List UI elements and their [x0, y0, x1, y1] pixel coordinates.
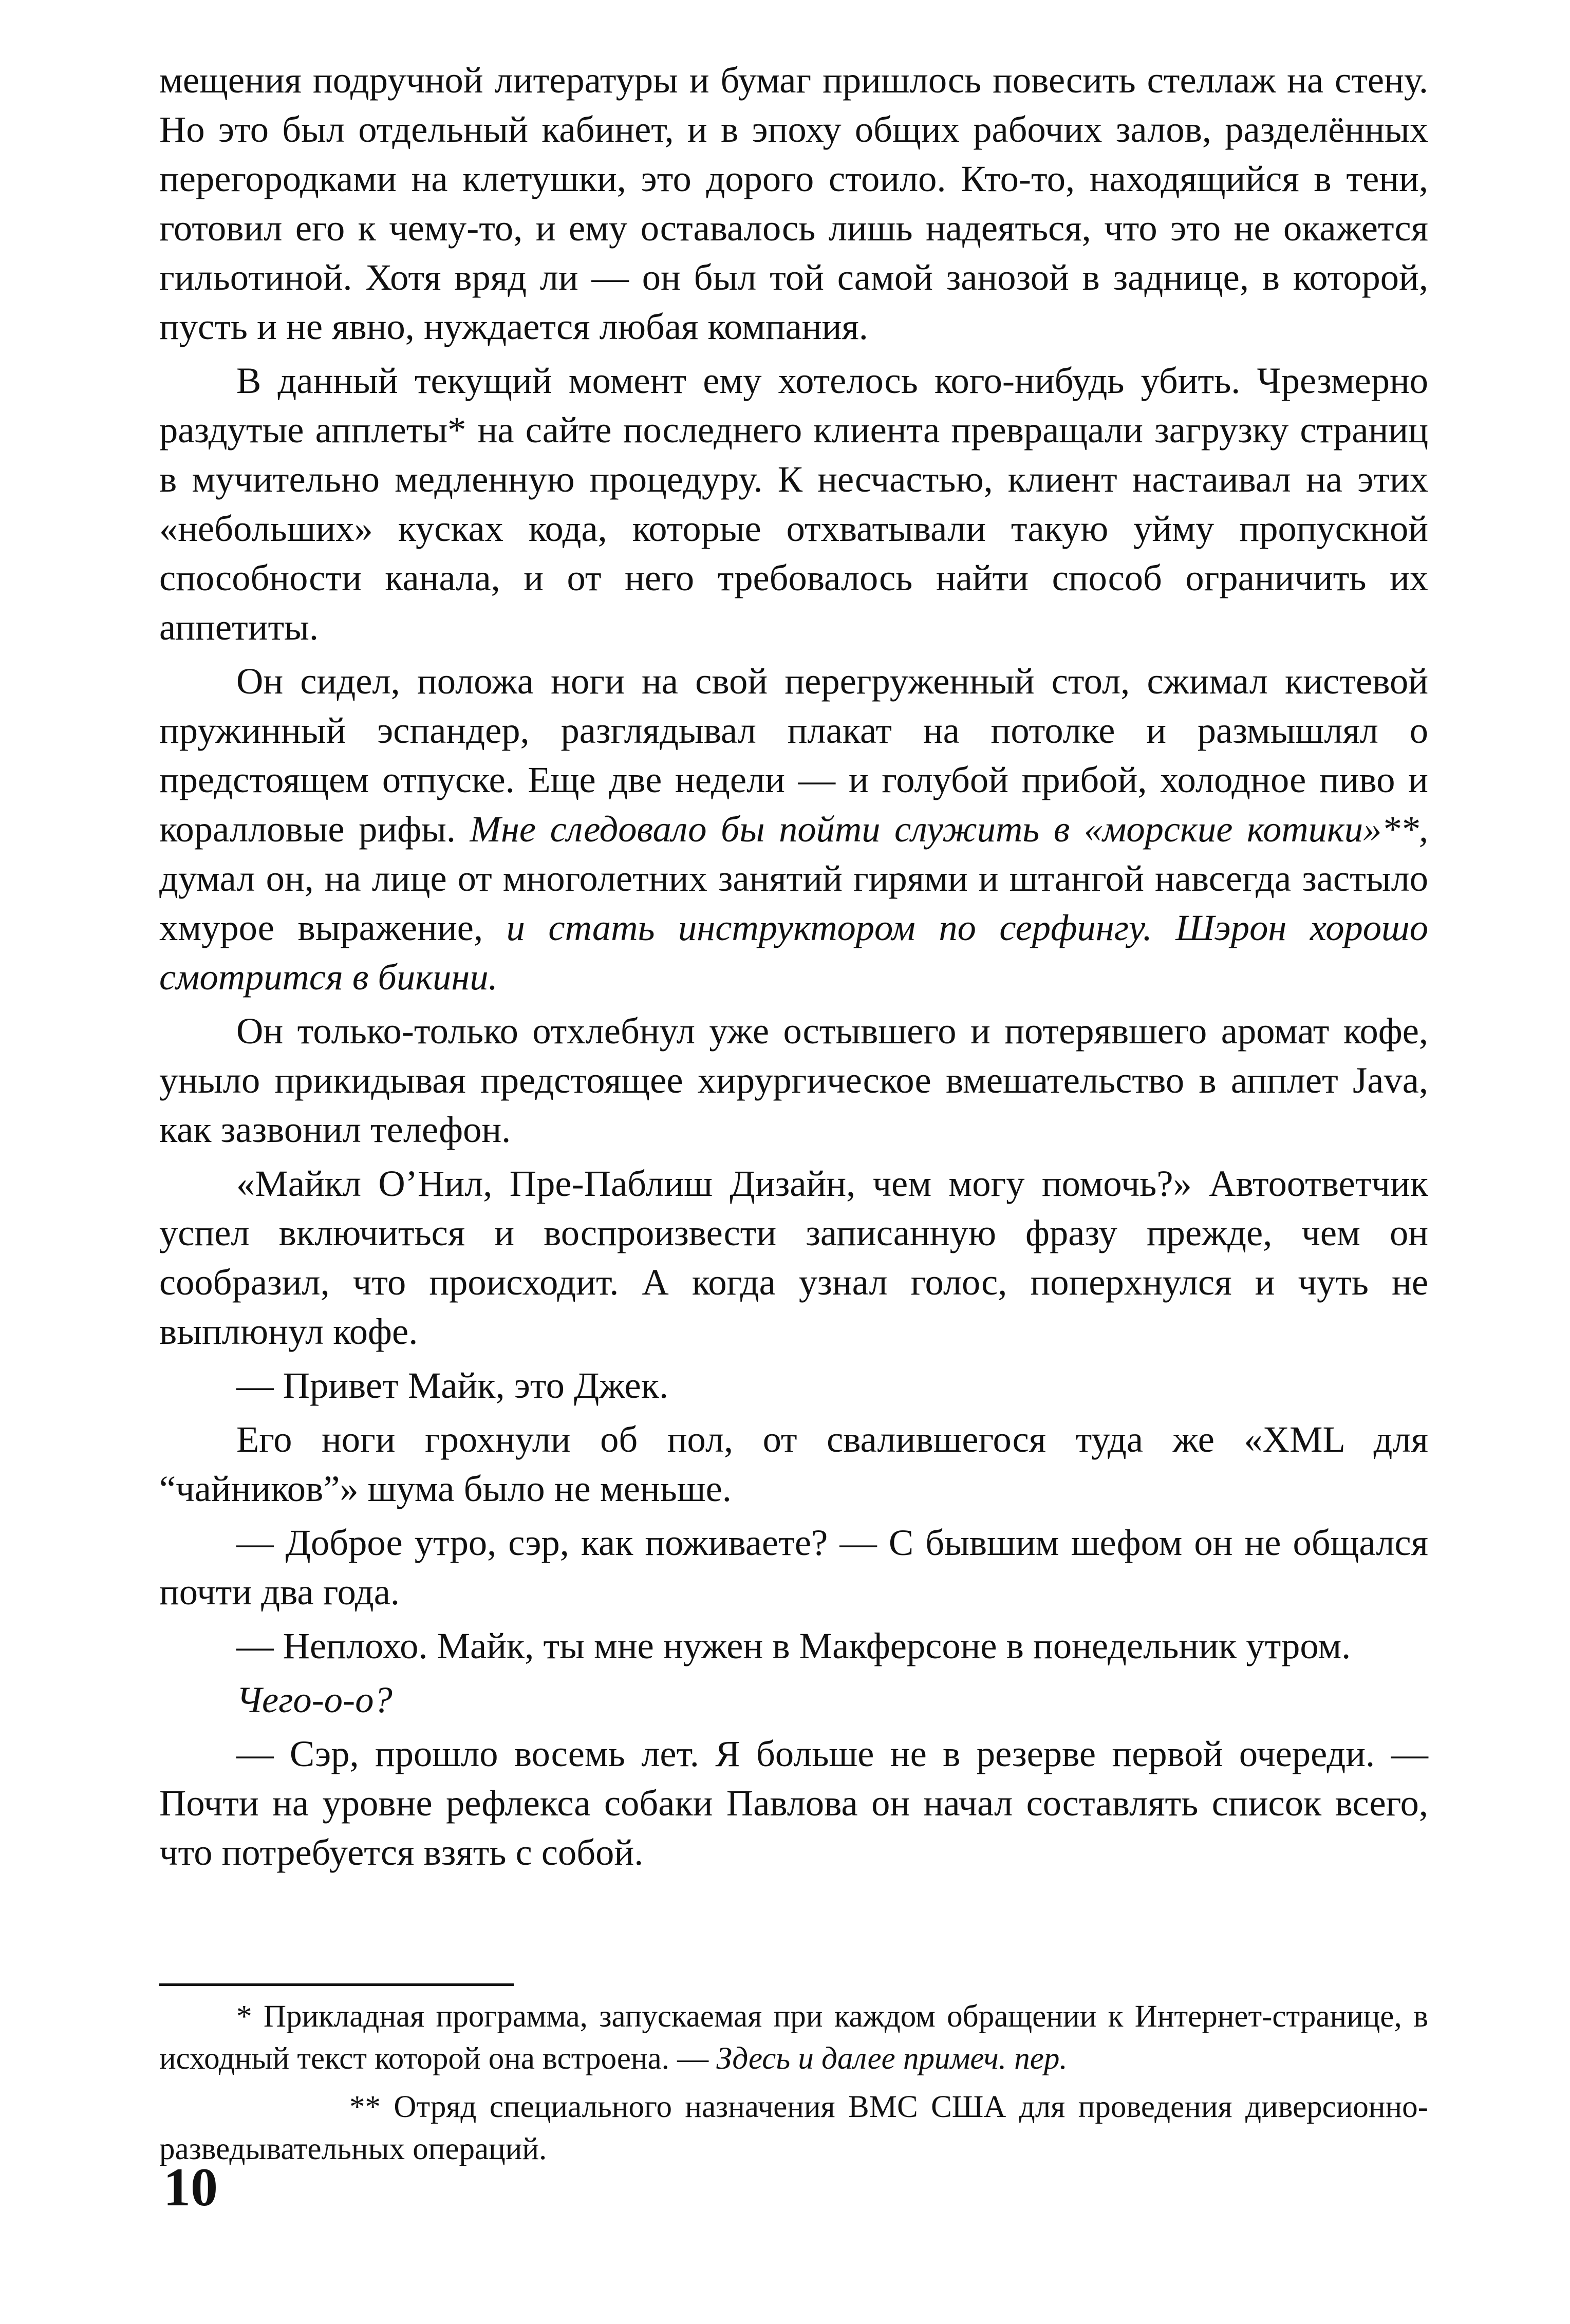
paragraph-3-text-a: Он сидел, положа ноги на свой перегруженный стол, сжимал кистевой пружинный эспандер, разглядывал плакат на потолке и размышлял о предстоящем отпуске. Еще две недели — и голубой прибой, холодное пиво и коралловые рифы. — [159, 660, 1428, 850]
paragraph-8: — Доброе утро, сэр, как поживаете? — С бывшим шефом он не общался почти два года. — [159, 1522, 1428, 1613]
footnote-1-text: * Прикладная программа, запускаемая при каждом обращении к Интернет-странице, в исходный текст которой она встроена. — — [159, 1999, 1428, 2076]
paragraph-5: «Майкл О’Нил, Пре-Паблиш Дизайн, чем могу помочь?» Автоответчик успел включиться и воспроизвести записанную фразу прежде, чем он сообразил, что происходит. А когда узнал голос, поперхнулся и чуть не выплюнул кофе. — [159, 1163, 1428, 1352]
page-number: 10 — [163, 2157, 218, 2217]
paragraph-7: Его ноги грохнули об пол, от свалившегося туда же «XML для “чайников”» шума было не меньше. — [159, 1418, 1428, 1509]
footnote-divider — [159, 1983, 514, 1986]
paragraph-10: Чего-о-о? — [236, 1679, 392, 1720]
footnote-2: ** Отряд специального назначения ВМС США для проведения диверсионно-разведывательных операций. — [159, 2090, 1428, 2166]
paragraph-2: В данный текущий момент ему хотелось кого-нибудь убить. Чрезмерно раздутые апплеты* на сайте последнего клиента превращали загрузку страниц в мучительно медленную процедуру. К несчастью, клиент настаивал на этих «небольших» кусках кода, которые отхватывали такую уйму пропускной способности канала, и от него требовалось найти способ ограничить их аппетиты. — [159, 360, 1428, 648]
footnote-1 — [159, 1996, 1428, 2080]
paragraph-1: мещения подручной литературы и бумаг пришлось повесить стеллаж на стену. Но это был отдельный кабинет, и в эпоху общих рабочих залов, разделённых перегородками на клетушки, это дорого стоило. Кто-то, находящийся в тени, готовил его к чему-то, и ему оставалось лишь надеяться, что это не окажется гильотиной. Хотя вряд ли — он был той самой занозой в заднице, в которой, пусть и не явно, нуждается любая компания. — [159, 59, 1428, 347]
footnote-1-note: Здесь и далее примеч. пер. — [716, 2041, 1068, 2076]
body-text — [159, 55, 1428, 1877]
paragraph-3-italic-thought-1: Мне следовало бы пойти служить в «морские котики»**, — [470, 808, 1428, 850]
paragraph-11: — Сэр, прошло восемь лет. Я больше не в резерве первой очереди. — Почти на уровне рефлекса собаки Павлова он начал составлять список всего, что потребуется взять с собой. — [159, 1733, 1428, 1873]
paragraph-4: Он только-только отхлебнул уже остывшего и потерявшего аромат кофе, уныло прикидывая предстоящее хирургическое вмешательство в апплет Java, как зазвонил телефон. — [159, 1010, 1428, 1150]
footnotes — [159, 1996, 1428, 2170]
paragraph-3 — [159, 657, 1428, 1002]
paragraph-6: — Привет Майк, это Джек. — [236, 1364, 669, 1406]
paragraph-9: — Неплохо. Майк, ты мне нужен в Макферсоне в понедельник утром. — [236, 1625, 1351, 1666]
paragraph-3-text-c: думал он, на лице от многолетних занятий гирями и штангой навсегда застыло хмурое выражение, — [159, 857, 1428, 948]
paragraph-3-italic-thought-2: и стать инструктором по серфингу. Шэрон хорошо смотрится в бикини. — [159, 907, 1428, 998]
